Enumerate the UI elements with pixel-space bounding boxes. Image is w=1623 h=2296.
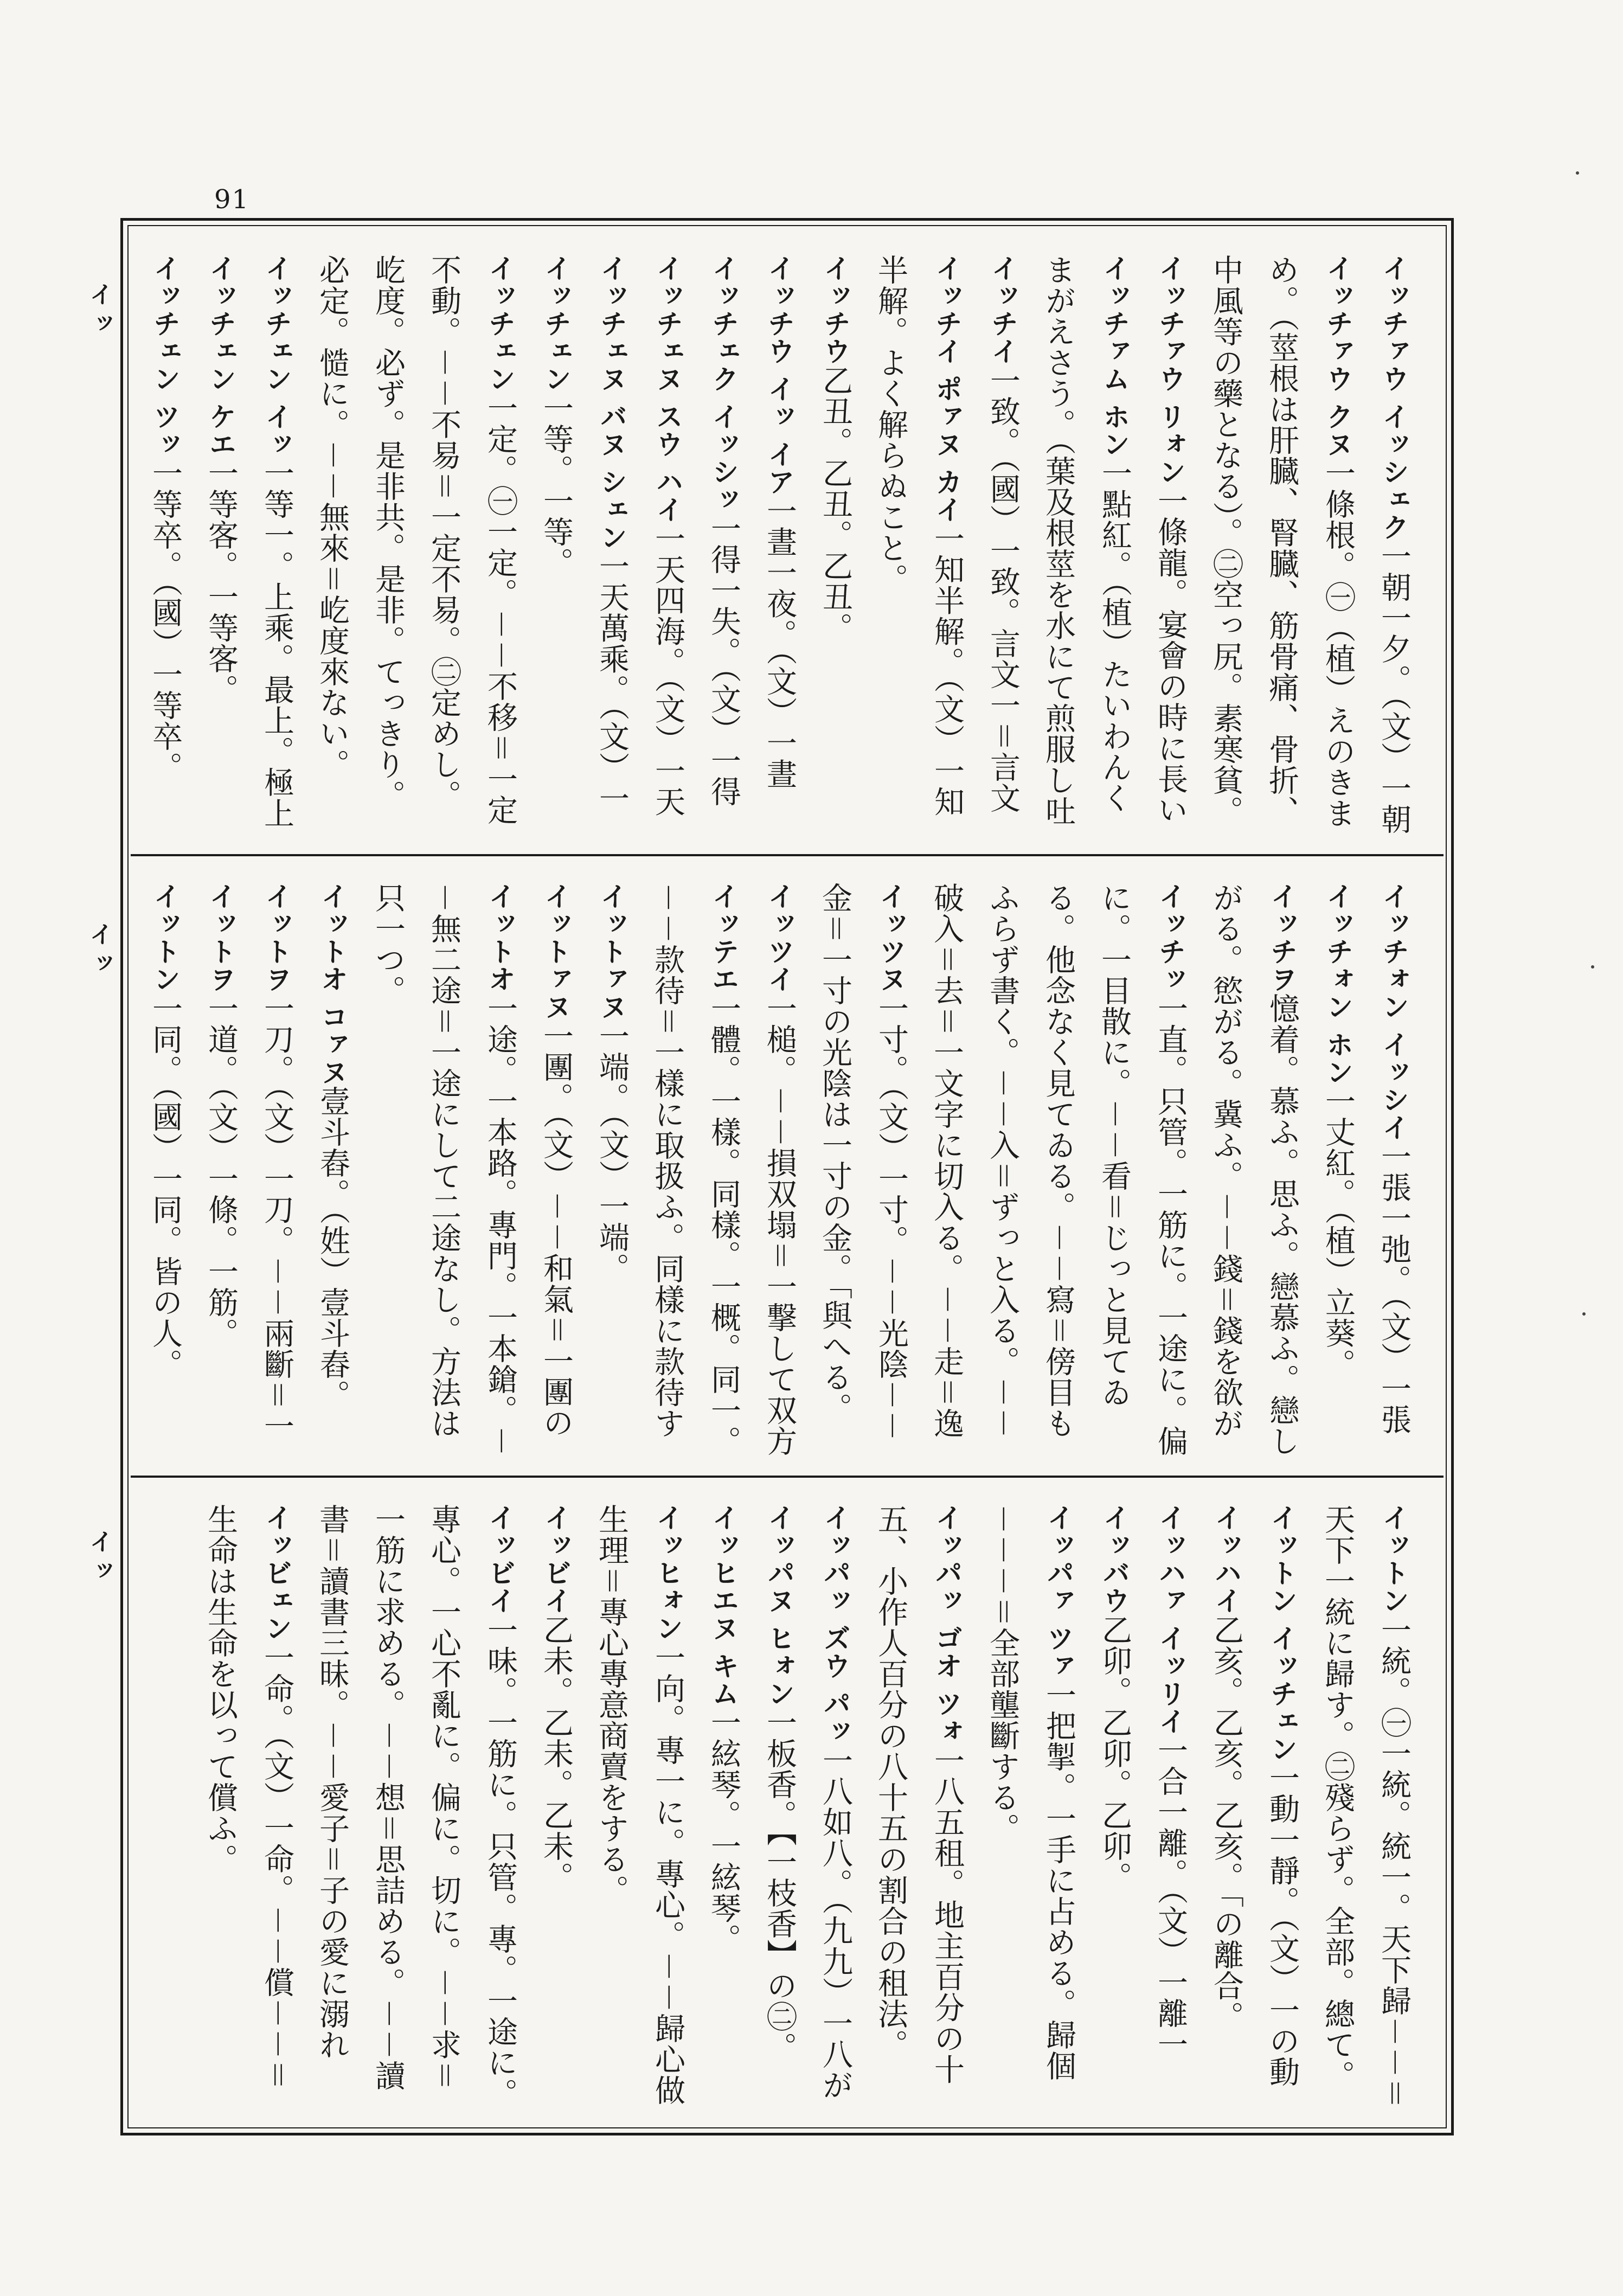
entry-definition: 一直。只管。一筋に。一途に。偏に。一目散に。－－看＝じっと見てゐる。他念なく見てゐる。－－寫＝傍目もふらず書く。－－入＝ずっと入る。－－破入＝去＝一文字に切入る。－－走＝逸 [929,882,1188,1457]
entry-headword: イットヲ [261,882,292,993]
margin-label-upper: イッ [85,282,113,341]
entry-headword: イッチェン ツッ [149,254,181,458]
entry-headword: イットン [1378,1504,1409,1614]
dictionary-entry [193,882,249,1459]
entry-headword: イッチァウ リォン [1154,254,1186,486]
dictionary-entry [1366,254,1422,838]
entry-definition: 一體。一樣。同樣。一概。同一。－－款待＝一樣に取扱ふ。同樣に款待す [650,882,741,1457]
dictionary-entry [528,1504,584,2112]
dictionary-entry [193,254,249,838]
entry-definition: 一絃琴。一絃琴。 [706,1707,741,1955]
entry-definition: 一朝一夕。（文）一朝 [1376,541,1412,835]
dictionary-entry [584,1504,696,2112]
entry-definition: 一刀。（文）一刀。－－兩斷＝一 [259,993,294,1441]
entry-headword: イッチェヌ スウ ハイ [652,254,683,523]
entry-definition: 一定。㊀一定。－－不移＝一定不動。－－不易＝一定不易。㊁定めし。屹度。必ず。是非共。是非。てっきり。必定。慥に。－－無來＝屹度來ない。 [315,254,518,825]
entry-definition: 一命。（文）一命。－－償－－＝生命は生命を以って償ふ。 [203,1504,294,2090]
dictionary-entry [1031,254,1143,838]
entry-headword: イットオ コァヌ [317,882,348,1086]
entry-headword: イッハァ イッリイ [1154,1504,1186,1735]
entry-definition: 一晝一夜。（文）一晝 [762,495,797,790]
entry-headword: イッチォン イッシイ [1378,882,1409,1141]
dictionary-entry [863,1504,975,2112]
dictionary-entry [305,1504,528,2112]
entry-definition: 一同。（國）一同。皆の人。 [147,993,183,1380]
entry-headword: イッチォン ホン [1322,882,1353,1086]
entry-definition: 一統。㊀一統。統一。天下歸－－＝天下一統に歸す。㊁殘らず。全部。總て。 [1320,1504,1412,2109]
entry-headword: イッツイ [764,882,795,993]
entry-headword: イットァヌ [596,882,627,1021]
dictionary-entry [807,254,863,838]
dictionary-entry [807,882,919,1459]
entry-headword: イッパァ ツァ [1043,1504,1074,1680]
entry-headword: イッバウ [1099,1504,1130,1614]
entry-definition: 一合一離。（文）一離一 [1153,1735,1188,2060]
dictionary-entry [1198,254,1366,838]
entry-headword: イッチイ [987,254,1018,365]
entry-definition: 乙丑。乙丑。乙丑。 [818,365,853,643]
dictionary-entry [1143,1504,1198,2112]
entry-headword: イッツヌ [875,882,907,993]
entry-headword: イッチァム ホン [1099,254,1130,458]
dictionary-entry [919,882,1198,1459]
dictionary-entry [1198,1504,1254,2112]
dictionary-entry [752,882,807,1459]
entry-headword: イッチェン イッ [261,254,292,458]
dictionary-entry [137,882,193,1459]
entry-definition: 一八五租。地主百分の十五、小作人百分の八十五の割合の租法。 [873,1504,965,2085]
dictionary-section-upper [131,228,1444,854]
entry-definition: 壹斗舂。（姓）壹斗舂。 [315,1086,350,1411]
entry-definition: 一知半解。（文）一知半解。よく解らぬこと。 [873,254,965,817]
dictionary-entry [1310,882,1366,1459]
entry-definition: 一團。（文）－－和氣＝一團の [538,1021,574,1438]
dictionary-entry [1310,1504,1422,2112]
entry-headword: イッパッ ズウ パッ [819,1504,851,1745]
entry-definition: 一天萬乘。（文）一 [594,550,630,814]
entry-definition: 一等卒。（國）一等卒。 [147,458,183,783]
entry-definition: 一得一失。（文）一得 [706,513,741,807]
dictionary-entry [752,1504,807,2112]
entry-definition: 乙卯。乙卯。乙卯。 [1097,1614,1132,1893]
entry-definition: 一條根。㊀（植）えのきまめ。（莖根は肝臓、腎臓、筋骨痛、骨折、中風等の藥となる）。㊁空っ尻。素寒貧。 [1208,254,1356,829]
dictionary-entry [584,882,640,1459]
entry-headword: イッテエ [708,882,739,993]
entry-columns [131,856,1444,1476]
dictionary-entry [1366,882,1422,1459]
entry-definition: 一天四海。（文）一天 [650,523,685,817]
entry-definition: 一向。專一に。專心。－－歸心做生理＝專心專意商賣をする。 [594,1504,685,2106]
dictionary-entry [249,254,305,838]
entry-definition: 乙未。乙未。乙未。 [538,1614,574,1893]
margin-label-middle: イッ [85,922,113,980]
entry-definition: 一丈紅。（植）立葵。 [1320,1086,1356,1380]
entry-headword: イッチェン ケエ [205,254,236,458]
entry-definition: 一張一弛。（文）一張 [1376,1141,1412,1435]
entry-definition: 一等客。一等客。 [203,458,239,706]
entry-definition: 一途。一本路。專門。一本鎗。－－無二途＝一途にして二途なし。方法は只一つ。 [370,882,518,1457]
dictionary-entry [528,882,584,1459]
dictionary-entry [1087,1504,1143,2112]
entry-definition: 一動一靜。（文）一の動 [1265,1762,1300,2088]
dictionary-entry [696,254,752,838]
scan-dot [1576,171,1579,175]
entry-columns [131,1478,1444,2128]
entry-headword: イッチッ [1154,882,1186,993]
dictionary-section-middle [131,854,1444,1476]
entry-headword: イッパヌ ヒォン [764,1504,795,1708]
entry-definition: 一點紅。（植）たいわんくまがえさう。（葉及根莖を水にて煎服し吐 [1041,254,1132,826]
dictionary-entry [1143,254,1198,838]
entry-headword: イッチェク イッシッ [708,254,739,514]
entry-columns [131,228,1444,854]
entry-headword: イッビェン [261,1504,292,1642]
entry-definition: 一致。（國）一致。言文一＝言文 [985,365,1021,813]
entry-definition: 一槌。－－損双塌＝一撃して双方 [762,993,797,1457]
dictionary-entry [975,254,1031,838]
entry-definition: 一等。一等。 [538,393,574,578]
entry-definition: 一等一。上乘。最上。極上 [259,458,294,829]
dictionary-entry [305,882,361,1459]
dictionary-entry [305,254,528,838]
margin-label-lower: イッ [85,1529,113,1588]
entry-headword: イッチェヌ バヌ シェン [596,254,627,551]
entry-headword: イットァヌ [540,882,572,1021]
dictionary-entry [696,1504,752,2112]
dictionary-entry [584,254,640,838]
dictionary-frame [120,218,1454,2135]
dictionary-entry [640,882,752,1459]
dictionary-entry [361,882,528,1459]
dictionary-entry [1198,882,1310,1459]
dictionary-entry [640,254,696,838]
entry-definition: 一端。（文）一端。 [594,1021,630,1284]
entry-headword: イッチェン [484,254,516,393]
entry-headword: イットヲ [205,882,236,993]
entry-definition: 一味。一筋に。只管。專。一途に。專心。一心不亂に。偏に。切に。－－求＝一筋に求める。－－想＝思詰める。－－讀書＝讀書三昧。－－愛子＝子の愛に溺れ [315,1504,518,2109]
entry-definition: 一八如八。（九九）一八が [818,1745,853,2101]
entry-headword: イッチウ [819,254,851,365]
dictionary-entry [1254,1504,1310,2112]
entry-headword: イッチウ イッ イア [764,254,795,496]
entry-headword: イッチァウ クヌ [1322,254,1353,458]
entry-headword: イッヒエヌ キム [708,1504,739,1708]
entry-definition: 一條龍。宴會の時に長い [1153,485,1188,826]
entry-headword: イッビイ [484,1504,516,1614]
entry-headword: イッチイ ポァヌ カイ [931,254,963,523]
entry-definition: 乙亥。乙亥。乙亥。「の離合。 [1209,1614,1244,2032]
entry-headword: イッハイ [1210,1504,1242,1614]
entry-definition: 一把掣。一手に占める。歸個－－－＝全部壟斷する。 [985,1504,1076,2082]
entry-headword: イットン イッチェン [1266,1504,1298,1763]
dictionary-entry [249,882,305,1459]
entry-headword: イッチヲ [1266,882,1298,993]
dictionary-section-lower [131,1476,1444,2128]
dictionary-entry [752,254,807,838]
page-number: 91 [214,184,250,215]
entry-definition: 一板香。【一枝香】の㊁。 [762,1707,797,2063]
dictionary-entry [528,254,584,838]
entry-definition: 一寸。（文）一寸。－－光陰－－金＝一寸の光陰は一寸の金。「與へる。 [817,882,909,1441]
entry-definition: 一道。（文）一條。一筋。 [203,993,239,1349]
entry-headword: イットン [149,882,181,993]
scan-dot [1582,1312,1586,1316]
entry-headword: イッヒォン [652,1504,683,1642]
dictionary-entry [975,1504,1087,2112]
entry-headword: イットオ [484,882,516,993]
entry-headword: イッチァウ イッシェク [1378,254,1409,541]
dictionary-entry [863,254,975,838]
dictionary-entry [137,254,193,838]
entry-headword: イッチェン [540,254,572,393]
entry-definition: 憶着。慕ふ。思ふ。戀慕ふ。戀しがる。慾がる。冀ふ。－－錢＝錢を欲が [1208,882,1300,1457]
entry-headword: イッビイ [540,1504,572,1614]
dictionary-entry [193,1504,305,2112]
entry-headword: イッパッ ゴオ ツォ [931,1504,963,1745]
scan-dot [1591,965,1594,969]
dictionary-entry [807,1504,863,2112]
